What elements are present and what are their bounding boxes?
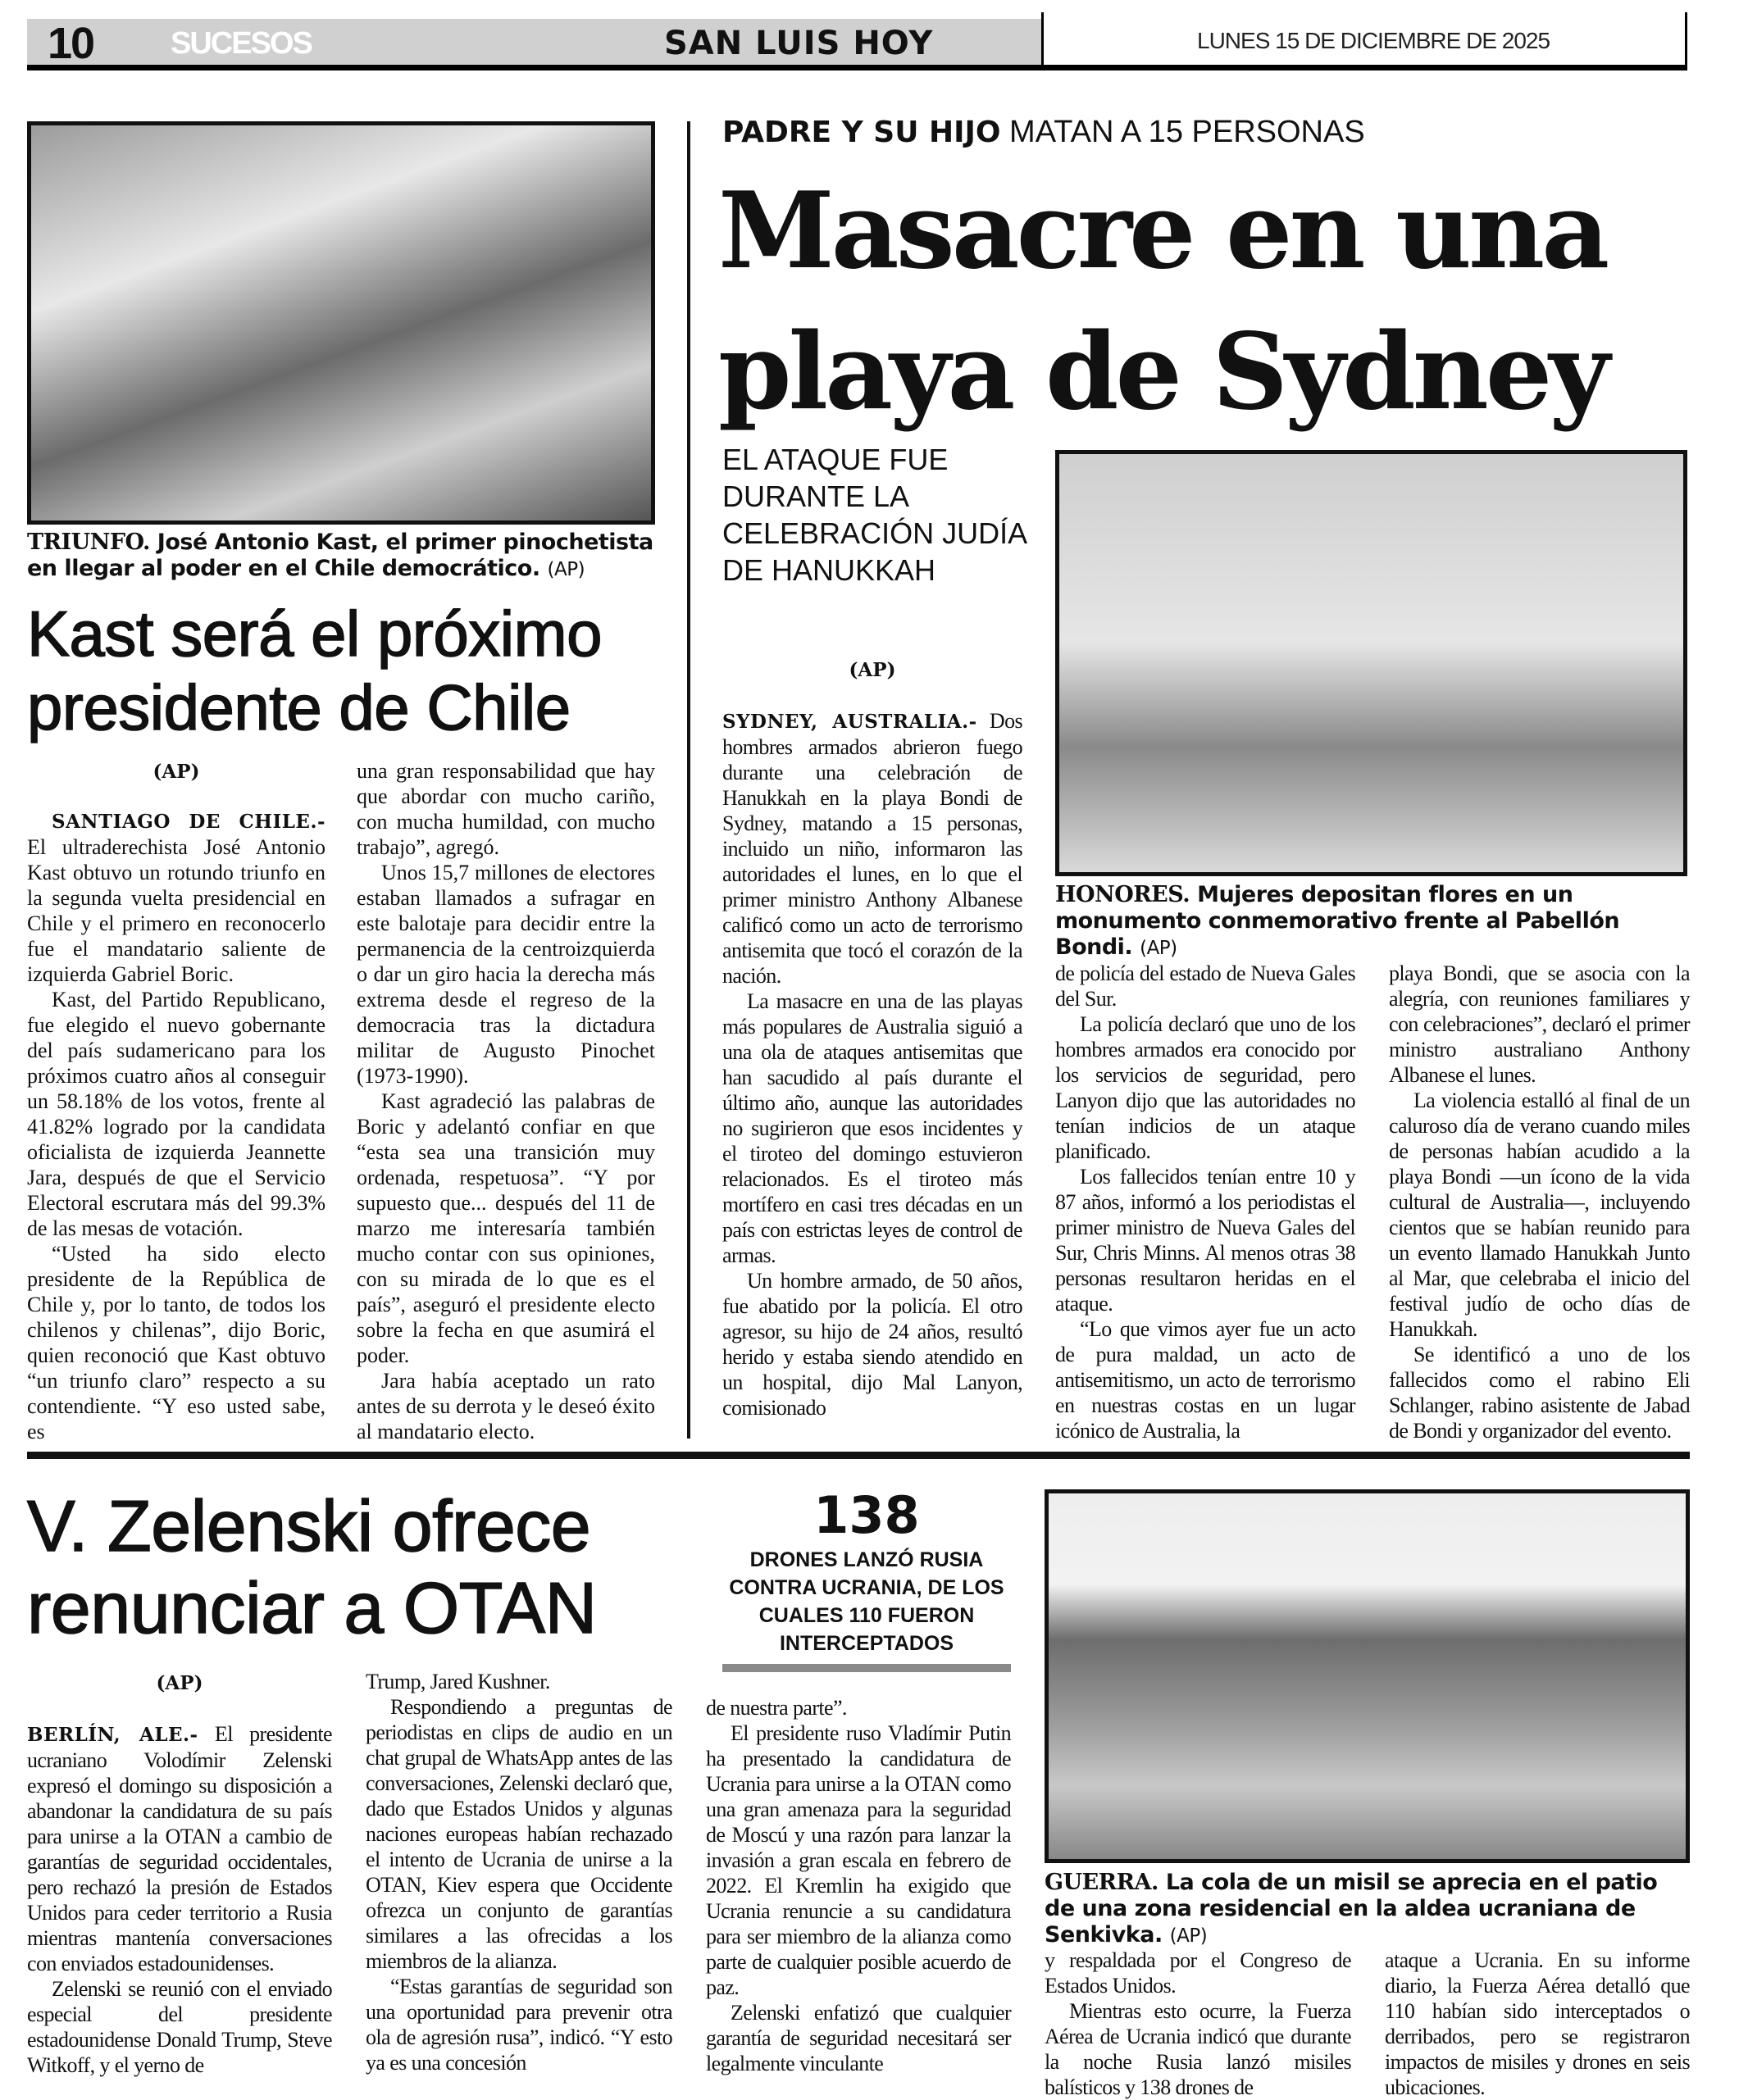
issue-date: LUNES 15 DE DICIEMBRE DE 2025 xyxy=(1197,28,1550,53)
zelenski-column-2 xyxy=(366,1669,672,2075)
sydney-subhead: EL ATAQUE FUE DURANTE LA CELEBRACIÓN JUDÍA DE HANUKKAH xyxy=(722,443,1026,587)
paragraph: Mientras esto ocurre, la Fuerza Aérea de Ucrania indicó que durante la noche Rusia lanzó misiles balísticos y 138 drones de xyxy=(1045,1999,1351,2099)
section-divider xyxy=(27,1452,1690,1459)
paragraph: La masacre en una de las playas más populares de Australia siguió a una ola de ataques antisemitas que han sacudido al país durante el último año, aunque las autoridades no sugirieron que esos incidentes y el tiroteo del domingo estuvieron relacionados. Es el tiroteo más mortífero en casi tres décadas en un país con estrictas leyes de control de armas. xyxy=(722,989,1022,1267)
sydney-column-3 xyxy=(1389,961,1690,1443)
sydney-byline: (AP) xyxy=(849,659,896,681)
header-rule xyxy=(27,65,1687,70)
header-divider xyxy=(1041,12,1044,68)
kast-photo xyxy=(27,121,655,525)
paragraph: de nuestra parte”. xyxy=(706,1696,847,1720)
kicker-bold: PADRE Y SU HIJO xyxy=(722,116,1001,149)
paragraph: La violencia estalló al final de un caluroso día de verano cuando miles de personas habían acudido a la playa Bondi —un ícono de la vida cultural de Australia—, incluyendo cientos que se habían reunido para un evento llamado Hanukkah Junto al Mar, que celebraba el inicio del festival judío de ocho días de Hanukkah. xyxy=(1389,1089,1690,1341)
page-number: 10 xyxy=(48,19,94,68)
paragraph: Se identificó a uno de los fallecidos como el rabino Eli Schlanger, rabino asistente de Jabad de Bondi y organizador del evento. xyxy=(1389,1343,1690,1443)
sydney-kicker xyxy=(722,115,1365,150)
dateline: BERLÍN, ALE.- xyxy=(27,1724,198,1746)
zelenski-headline: V. Zelenski ofrece renunciar a OTAN xyxy=(27,1485,597,1648)
paragraph: La policía declaró que uno de los hombres armados era conocido por los servicios de seguridad, pero Lanyon dijo que las autoridades no tenían indicios de un ataque planificado. xyxy=(1055,1012,1355,1163)
kast-column-1 xyxy=(27,808,325,1444)
paragraph: y respaldada por el Congreso de Estados Unidos. xyxy=(1045,1948,1351,1998)
paragraph: El ultraderechista José Antonio Kast obtuvo un rotundo triunfo en la segunda vuelta presidencial en Chile y el primero en reconocerlo fue el mandatario saliente de izquierda Gabriel Boric. xyxy=(27,835,325,986)
ukraine-photo xyxy=(1045,1489,1690,1863)
caption-keyword: HONORES. xyxy=(1055,882,1190,907)
kast-photo-caption xyxy=(27,530,658,583)
sydney-column-2 xyxy=(1055,961,1355,1443)
paragraph: Kast, del Partido Republicano, fue elegido el nuevo gobernante del país sudamericano para los próximos cuatro años al conseguir un 58.18% de los votos, frente al 41.82% logrado por la candidata oficialista de izquierda Jeannette Jara, después de que el Servicio Electoral escrutara más del 99.3% de las mesas de votación. xyxy=(27,988,325,1240)
paragraph: playa Bondi, que se asocia con la alegría, con reuniones familiares y con celebraciones”, declaró el primer ministro australiano Anthony Albanese el lunes. xyxy=(1389,961,1690,1087)
header-divider-right xyxy=(1685,12,1687,68)
caption-source: (AP) xyxy=(1140,938,1177,959)
paragraph: “Usted ha sido electo presidente de la República de Chile y, por lo tanto, de todos los chilenos y chilenas”, dijo Boric, quien reconoció que Kast obtuvo “un triunfo claro” respecto a su contendiente. “Y eso usted sabe, es xyxy=(27,1242,325,1443)
zelenski-column-5 xyxy=(1385,1948,1690,2100)
paragraph: El presidente ucraniano Volodímir Zelenski expresó el domingo su disposición a abandonar la candidatura de su país para unirse a la OTAN a cambio de garantías de seguridad occidentales, pero rechazó la presión de Estados Unidos para ceder territorio a Rusia mientras mantenía conversaciones con enviados estadounidenses. xyxy=(27,1722,332,1975)
fact-number: 138 xyxy=(813,1485,920,1545)
paragraph: Trump, Jared Kushner. xyxy=(366,1670,550,1693)
paragraph: Kast agradeció las palabras de Boric y adelantó confiar en que “esta sea una transición muy ordenada, respetuosa”. “Y por supuesto que... después del 11 de marzo me interesaría también mucho contar con sus opiniones, con su mirada de lo que es el país”, aseguró el presidente electo sobre la fecha en que asumirá el poder. xyxy=(357,1089,655,1367)
paragraph: Un hombre armado, de 50 años, fue abatido por la policía. El otro agresor, su hijo de 24 años, resultó herido y estaba siendo atendido en un hospital, dijo Mal Lanyon, comisionado xyxy=(722,1269,1022,1420)
paragraph: “Estas garantías de seguridad son una oportunidad para prevenir otra ola de agresión rusa”, indicó. “Y esto ya es una concesión xyxy=(366,1975,672,2075)
caption-keyword: TRIUNFO. xyxy=(27,530,150,555)
caption-text: Mujeres depositan flores en un monumento conmemorativo frente al Pabellón Bondi. xyxy=(1055,882,1620,960)
kast-byline: (AP) xyxy=(152,761,200,783)
headline-line: playa de Sydney xyxy=(718,311,1607,434)
sydney-photo xyxy=(1055,450,1687,876)
ukraine-photo-caption xyxy=(1045,1870,1692,1949)
fact-box-rule xyxy=(722,1664,1011,1672)
paragraph: Zelenski enfatizó que cualquier garantía de seguridad necesitará ser legalmente vinculante xyxy=(706,2001,1011,2075)
newspaper-name: SAN LUIS HOY xyxy=(664,25,934,62)
caption-text: La cola de un misil se aprecia en el patio de una zona residencial en la aldea ucraniana de Senkivka. xyxy=(1045,1870,1658,1948)
dateline: SANTIAGO DE CHILE.- xyxy=(52,811,325,833)
sydney-column-1 xyxy=(722,708,1022,1420)
paragraph: Dos hombres armados abrieron fuego durante una celebración de Hanukkah en la playa Bondi de Sydney, matando a 15 personas, incluido un niño, informaron las autoridades el lunes, en lo que el primer ministro Anthony Albanese calificó como un acto de terrorismo antisemita que tocó el corazón de la nación. xyxy=(722,709,1022,988)
kicker-rest: MATAN A 15 PERSONAS xyxy=(1000,115,1365,149)
section-name: SUCESOS xyxy=(171,26,312,61)
zelenski-column-4 xyxy=(1045,1948,1351,2100)
paragraph: ataque a Ucrania. En su informe diario, la Fuerza Aérea detalló que 110 habían sido interceptados o derribados, pero se registraron impactos de misiles y drones en seis ubicaciones. xyxy=(1385,1948,1690,2099)
paragraph: “Lo que vimos ayer fue un acto de pura maldad, un acto de antisemitismo, un acto de terrorismo en nuestras costas en un lugar icónico de Australia, la xyxy=(1055,1317,1355,1443)
paragraph: Unos 15,7 millones de electores estaban llamados a sufragar en este balotaje para decidir entre la permanencia de la centroizquierda o dar un giro hacia la derecha más extrema desde el regreso de la democracia tras la dictadura militar de Augusto Pinochet (1973-1990). xyxy=(357,861,655,1088)
caption-keyword: GUERRA. xyxy=(1045,1870,1159,1895)
fact-box xyxy=(722,1485,1011,1672)
sydney-headline xyxy=(718,161,1702,443)
zelenski-column-1 xyxy=(27,1721,332,2078)
zelenski-byline: (AP) xyxy=(156,1672,203,1694)
paragraph: de policía del estado de Nueva Gales del Sur. xyxy=(1055,961,1355,1011)
kast-headline: Kast será el próximo presidente de Chile xyxy=(27,598,602,743)
caption-source: (AP) xyxy=(1169,1925,1208,1947)
caption-source: (AP) xyxy=(547,559,585,580)
paragraph: Respondiendo a preguntas de periodistas en clips de audio en un chat grupal de WhatsApp antes de las conversaciones, Zelenski declaró que, dado que Estados Unidos y algunas naciones europeas habían rechazado el intento de Ucrania de unirse a la OTAN, Kiev espera que Occidente ofrezca un conjunto de garantías similares a las ofrecidas a los miembros de la alianza. xyxy=(366,1695,672,1973)
paragraph: Zelenski se reunió con el enviado especial del presidente estadounidense Donald Trump, Steve Witkoff, y el yerno de xyxy=(27,1977,332,2077)
paragraph: Los fallecidos tenían entre 10 y 87 años, informó a los periodistas el primer ministro de Nueva Gales del Sur, Chris Minns. Al menos otras 38 personas resultaron heridas en el ataque. xyxy=(1055,1165,1355,1316)
paragraph: El presidente ruso Vladímir Putin ha presentado la candidatura de Ucrania para unirse a la OTAN como una gran amenaza para la seguridad de Moscú y una razón para lanzar la invasión a gran escala en febrero de 2022. El Kremlin ha exigido que Ucrania renuncie a su candidatura para ser miembro de la alianza como parte de cualquier posible acuerdo de paz. xyxy=(706,1721,1011,1999)
column-divider xyxy=(687,121,690,1439)
headline-line: Masacre en una xyxy=(718,170,1607,293)
dateline: SYDNEY, AUSTRALIA.- xyxy=(722,711,977,733)
paragraph: una gran responsabilidad que hay que abordar con mucho cariño, con mucha humildad, con mucho trabajo”, agregó. xyxy=(357,759,655,859)
sydney-photo-caption xyxy=(1055,882,1695,961)
zelenski-column-3 xyxy=(706,1695,1011,2076)
kast-column-2 xyxy=(357,758,655,1444)
fact-text: DRONES LANZÓ RUSIA CONTRA UCRANIA, DE LOS CUALES 110 FUERON INTERCEPTADOS xyxy=(729,1548,1004,1655)
paragraph: Jara había aceptado un rato antes de su derrota y le deseó éxito al mandatario electo. xyxy=(357,1369,655,1443)
caption-text: José Antonio Kast, el primer pinochetista en llegar al poder en el Chile democrático. xyxy=(27,530,653,581)
